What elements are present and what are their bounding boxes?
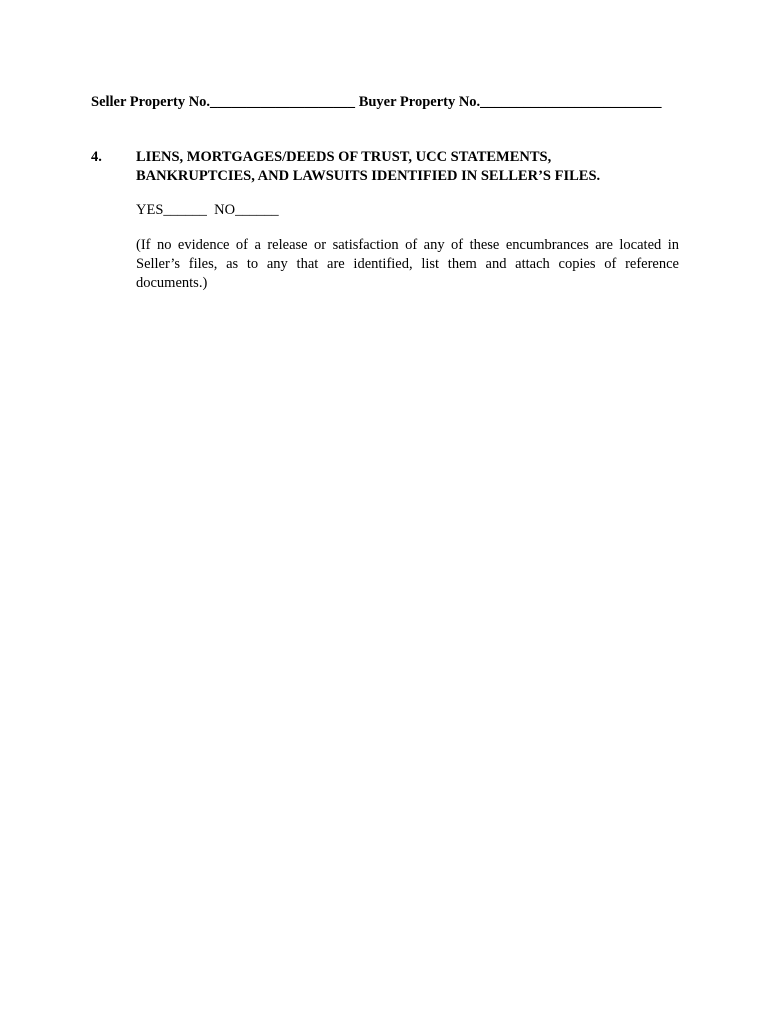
buyer-property-number-label: Buyer Property No.___________________ xyxy=(355,94,618,110)
section-heading xyxy=(136,148,681,186)
property-number-header xyxy=(91,93,681,111)
yes-blank: YES______ xyxy=(136,202,207,218)
buyer-property-number-blank: ______ xyxy=(617,94,662,110)
no-blank: NO______ xyxy=(214,202,279,218)
instructions-paragraph: (If no evidence of a release or satisfaction of any of these encumbrances are located in Seller’s files, as to any that are identified, list them and attach copies of reference documents.) xyxy=(136,237,679,291)
yes-no-choice xyxy=(136,201,279,220)
seller-property-number-label: Seller Property No.____________________ xyxy=(91,94,356,110)
section-number: 4. xyxy=(91,149,102,165)
section-heading-line-1: LIENS, MORTGAGES/DEEDS OF TRUST, UCC STATEMENTS, xyxy=(136,149,552,165)
section-heading-line-2: BANKRUPTCIES, AND LAWSUITS IDENTIFIED IN SELLER’S FILES. xyxy=(136,168,601,184)
